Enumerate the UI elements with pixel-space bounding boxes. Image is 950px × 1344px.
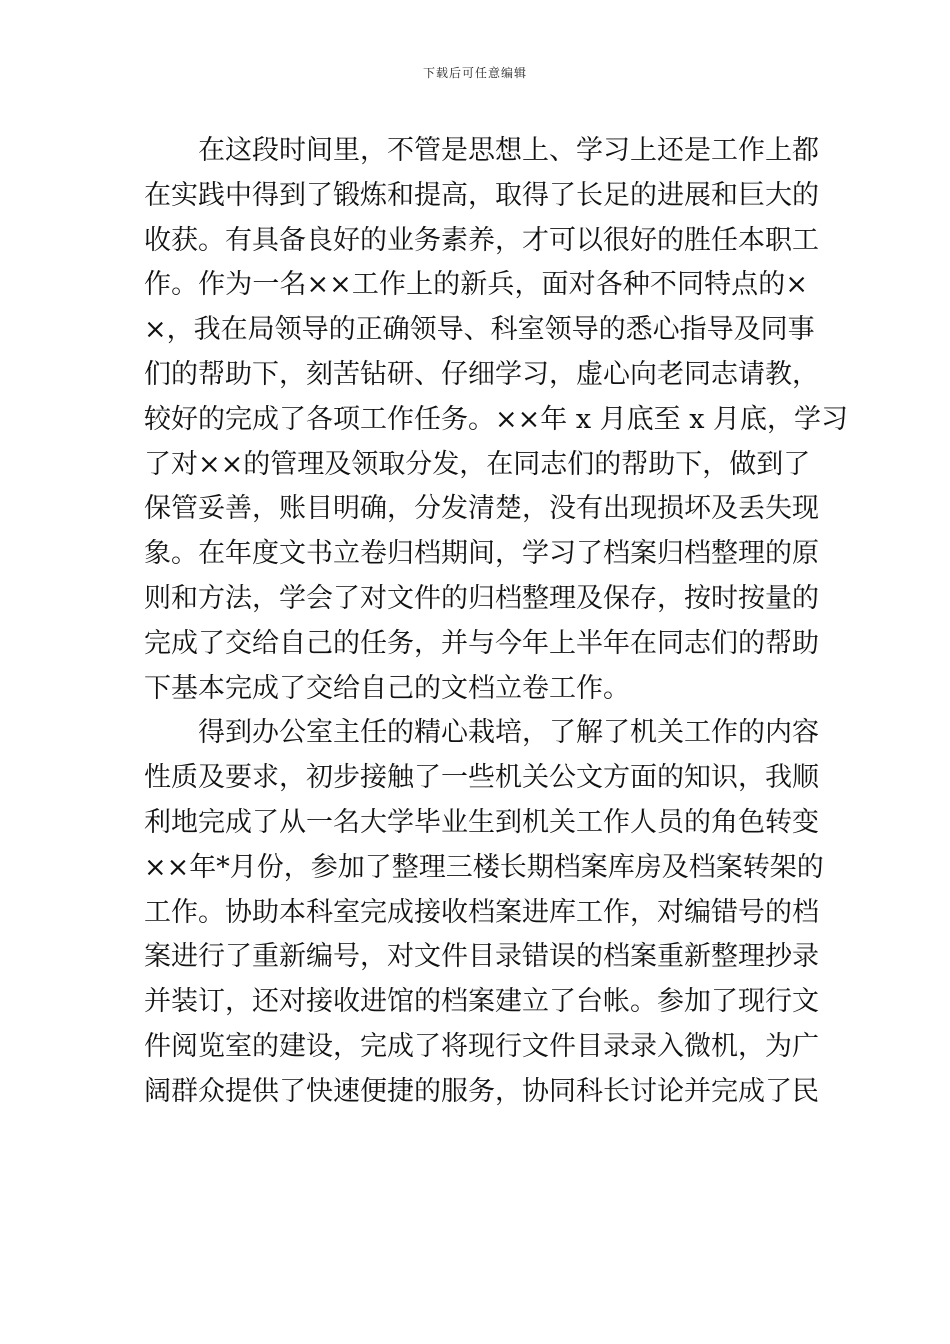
text-line: 案进行了重新编号，对文件目录错误的档案重新整理抄录 xyxy=(144,941,819,973)
text-line: 性质及要求，初步接触了一些机关公文方面的知识，我顺 xyxy=(144,762,819,794)
text-line: 在这段时间里，不管是思想上、学习上还是工作上都 xyxy=(198,135,819,166)
text-line: 作。作为一名××工作上的新兵，面对各种不同特点的× xyxy=(144,269,808,301)
text-line: 象。在年度文书立卷归档期间，学习了档案归档整理的原 xyxy=(144,538,819,570)
paragraph-2 xyxy=(144,711,824,1114)
text-line: 件阅览室的建设，完成了将现行文件目录录入微机，为广 xyxy=(144,1030,819,1062)
text-line: 得到办公室主任的精心栽培，了解了机关工作的内容 xyxy=(198,717,819,749)
text-line: 阔群众提供了快速便捷的服务，协同科长讨论并完成了民 xyxy=(144,1075,819,1107)
text-line: 们的帮助下，刻苦钻研、仔细学习，虚心向老同志请教， xyxy=(144,358,819,390)
text-line: 利地完成了从一名大学毕业生到机关工作人员的角色转变 xyxy=(144,806,819,838)
text-line: 在实践中得到了锻炼和提高，取得了长足的进展和巨大的 xyxy=(144,179,819,211)
text-line: 工作。协助本科室完成接收档案进库工作，对编错号的档 xyxy=(144,896,819,928)
text-line: 保管妥善，账目明确，分发清楚，没有出现损坏及丢失现 xyxy=(144,493,819,525)
text-line: ×，我在局领导的正确领导、科室领导的悉心指导及同事 xyxy=(144,314,815,346)
text-line: 收获。有具备良好的业务素养，才可以很好的胜任本职工 xyxy=(144,224,819,256)
text-line: 下基本完成了交给自己的文档立卷工作。 xyxy=(144,672,630,704)
text-line: ××年*月份，参加了整理三楼长期档案库房及档案转架的 xyxy=(144,851,824,883)
text-line: 较好的完成了各项工作任务。××年 x 月底至 x 月底，学习 xyxy=(144,403,849,435)
text-line: 则和方法，学会了对文件的归档整理及保存，按时按量的 xyxy=(144,582,819,614)
paragraph-1 xyxy=(144,129,849,711)
document-body xyxy=(144,129,849,1115)
text-line: 并装订，还对接收进馆的档案建立了台帐。参加了现行文 xyxy=(144,986,819,1018)
text-line: 了对××的管理及领取分发，在同志们的帮助下，做到了 xyxy=(144,448,811,480)
text-line: 完成了交给自己的任务，并与今年上半年在同志们的帮助 xyxy=(144,627,819,659)
header-note: 下载后可任意编辑 xyxy=(422,66,527,80)
